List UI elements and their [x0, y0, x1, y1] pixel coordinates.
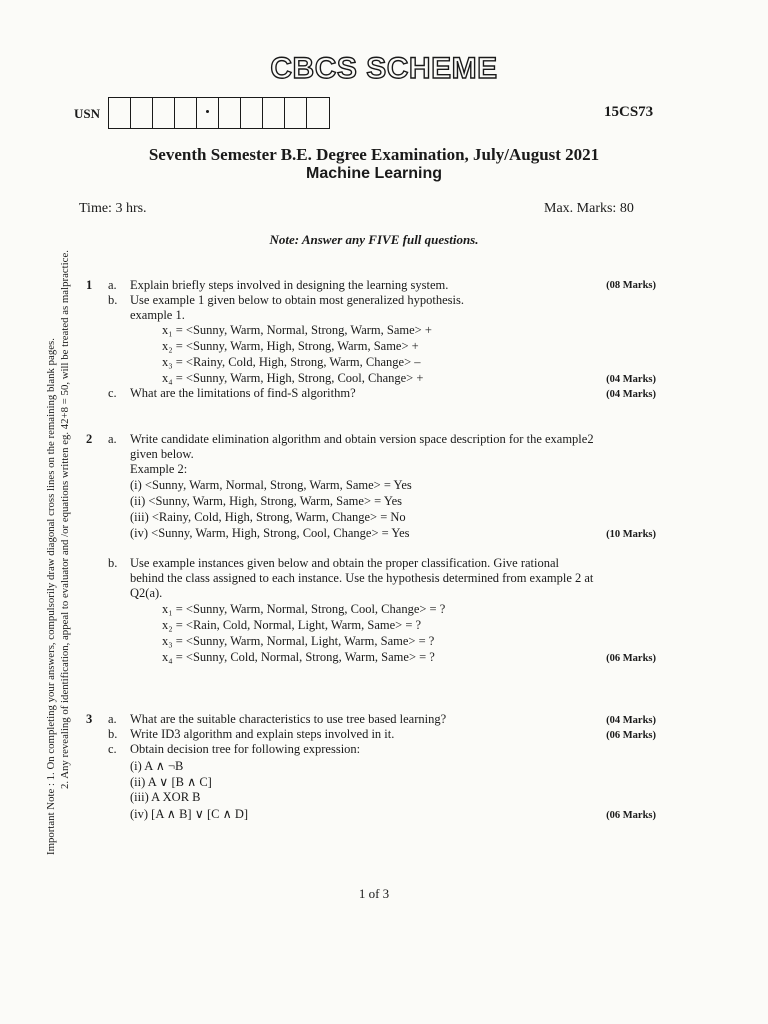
usn-cell: [219, 98, 241, 128]
side-note-line-1: Important Note : 1. On completing your answers, compulsorily draw diagonal cross lines on the remaining blank pages.: [45, 338, 57, 855]
question-number: 3: [86, 712, 93, 726]
q1b-text: Use example 1 given below to obtain most generalized hypothesis.: [130, 293, 464, 307]
q2b-item: x₁ = <Sunny, Warm, Normal, Strong, Cool, Change> = ?: [162, 602, 446, 616]
q1b-item: x₄ = <Sunny, Warm, High, Strong, Cool, Change> +: [162, 371, 424, 385]
q2b-item: x₃ = <Sunny, Warm, Normal, Light, Warm, Same> = ?: [162, 634, 435, 648]
instructions-note: Note: Answer any FIVE full questions.: [269, 232, 479, 247]
usn-cell: [307, 98, 329, 128]
q2a-example-label: Example 2:: [130, 462, 188, 476]
q3c-marks: (06 Marks): [606, 810, 656, 821]
usn-boxes: [108, 97, 330, 129]
q1a-marks: (08 Marks): [606, 280, 656, 291]
q1b-example-label: example 1.: [130, 308, 185, 322]
usn-cell: [131, 98, 153, 128]
q1b-marks: (04 Marks): [606, 374, 656, 385]
exam-title: Seventh Semester B.E. Degree Examination, July/August 2021: [148, 145, 600, 164]
q1b-item: x₂ = <Sunny, Warm, High, Strong, Warm, Same> +: [162, 339, 419, 353]
q2a-text: given below.: [130, 447, 194, 461]
q2a-text: Write candidate elimination algorithm and obtain version space description for the example2: [130, 432, 594, 446]
usn-cell: [175, 98, 197, 128]
q2b-text: behind the class assigned to each instance. Use the hypothesis determined from example 2 at: [130, 571, 594, 585]
q1c-marks: (04 Marks): [606, 389, 656, 400]
part-letter: b.: [108, 293, 118, 307]
q2a-item: (iii) <Rainy, Cold, High, Strong, Warm, Change> = No: [130, 510, 406, 524]
q2a-item: (ii) <Sunny, Warm, High, Strong, Warm, Same> = Yes: [130, 494, 403, 508]
q1b-item: x₃ = <Rainy, Cold, High, Strong, Warm, Change> –: [162, 355, 421, 369]
q3b-text: Write ID3 algorithm and explain steps involved in it.: [130, 727, 395, 741]
q2b-text: Use example instances given below and obtain the proper classification. Give rational: [130, 556, 560, 570]
q2b-item: x₂ = <Rain, Cold, Normal, Light, Warm, Same> = ?: [162, 618, 422, 632]
usn-cell: [263, 98, 285, 128]
page-number: 1 of 3: [358, 886, 390, 901]
q2b-marks: (06 Marks): [606, 653, 656, 664]
q3c-item: (iv) [A ∧ B] ∨ [C ∧ D]: [130, 807, 249, 821]
q3c-item: (iii) A XOR B: [130, 790, 201, 804]
usn-cell: [153, 98, 175, 128]
question-number: 1: [86, 278, 93, 292]
subject-title: Machine Learning: [305, 165, 443, 182]
part-letter: a.: [108, 712, 117, 726]
exam-time: Time: 3 hrs.: [79, 201, 147, 216]
q3c-item: (ii) A ∨ [B ∧ C]: [130, 775, 212, 789]
q1b-item: x₁ = <Sunny, Warm, Normal, Strong, Warm, Same> +: [162, 323, 432, 337]
q3c-item: (i) A ∧ ¬B: [130, 759, 184, 773]
q3a-text: What are the suitable characteristics to use tree based learning?: [130, 712, 447, 726]
part-letter: b.: [108, 727, 118, 741]
q1a-text: Explain briefly steps involved in designing the learning system.: [130, 278, 449, 292]
q3a-marks: (04 Marks): [606, 715, 656, 726]
part-letter: b.: [108, 556, 118, 570]
max-marks: Max. Marks: 80: [544, 201, 634, 216]
part-letter: c.: [108, 386, 117, 400]
scheme-title: CBCS SCHEME: [270, 52, 498, 85]
q2b-item: x₄ = <Sunny, Cold, Normal, Strong, Warm, Same> = ?: [162, 650, 435, 664]
part-letter: c.: [108, 742, 117, 756]
side-important-note: [44, 225, 72, 855]
q1c-text: What are the limitations of find-S algorithm?: [130, 386, 356, 400]
part-letter: a.: [108, 278, 117, 292]
question-number: 2: [86, 432, 93, 446]
usn-cell: [197, 98, 219, 128]
usn-cell: [285, 98, 307, 128]
q3b-marks: (06 Marks): [606, 730, 656, 741]
subject-code: 15CS73: [604, 104, 654, 120]
part-letter: a.: [108, 432, 117, 446]
q2b-text: Q2(a).: [130, 586, 163, 600]
usn-cell: [109, 98, 131, 128]
q2a-marks: (10 Marks): [606, 529, 656, 540]
q3c-text: Obtain decision tree for following expression:: [130, 742, 361, 756]
q2a-item: (iv) <Sunny, Warm, High, Strong, Cool, Change> = Yes: [130, 526, 410, 540]
usn-label: USN: [74, 106, 101, 121]
usn-cell: [241, 98, 263, 128]
side-note-line-2: 2. Any revealing of identification, appeal to evaluator and /or equations written eg. 42+8 = 50, will be treated as malpractice.: [59, 250, 71, 789]
q2a-item: (i) <Sunny, Warm, Normal, Strong, Warm, Same> = Yes: [130, 478, 412, 492]
